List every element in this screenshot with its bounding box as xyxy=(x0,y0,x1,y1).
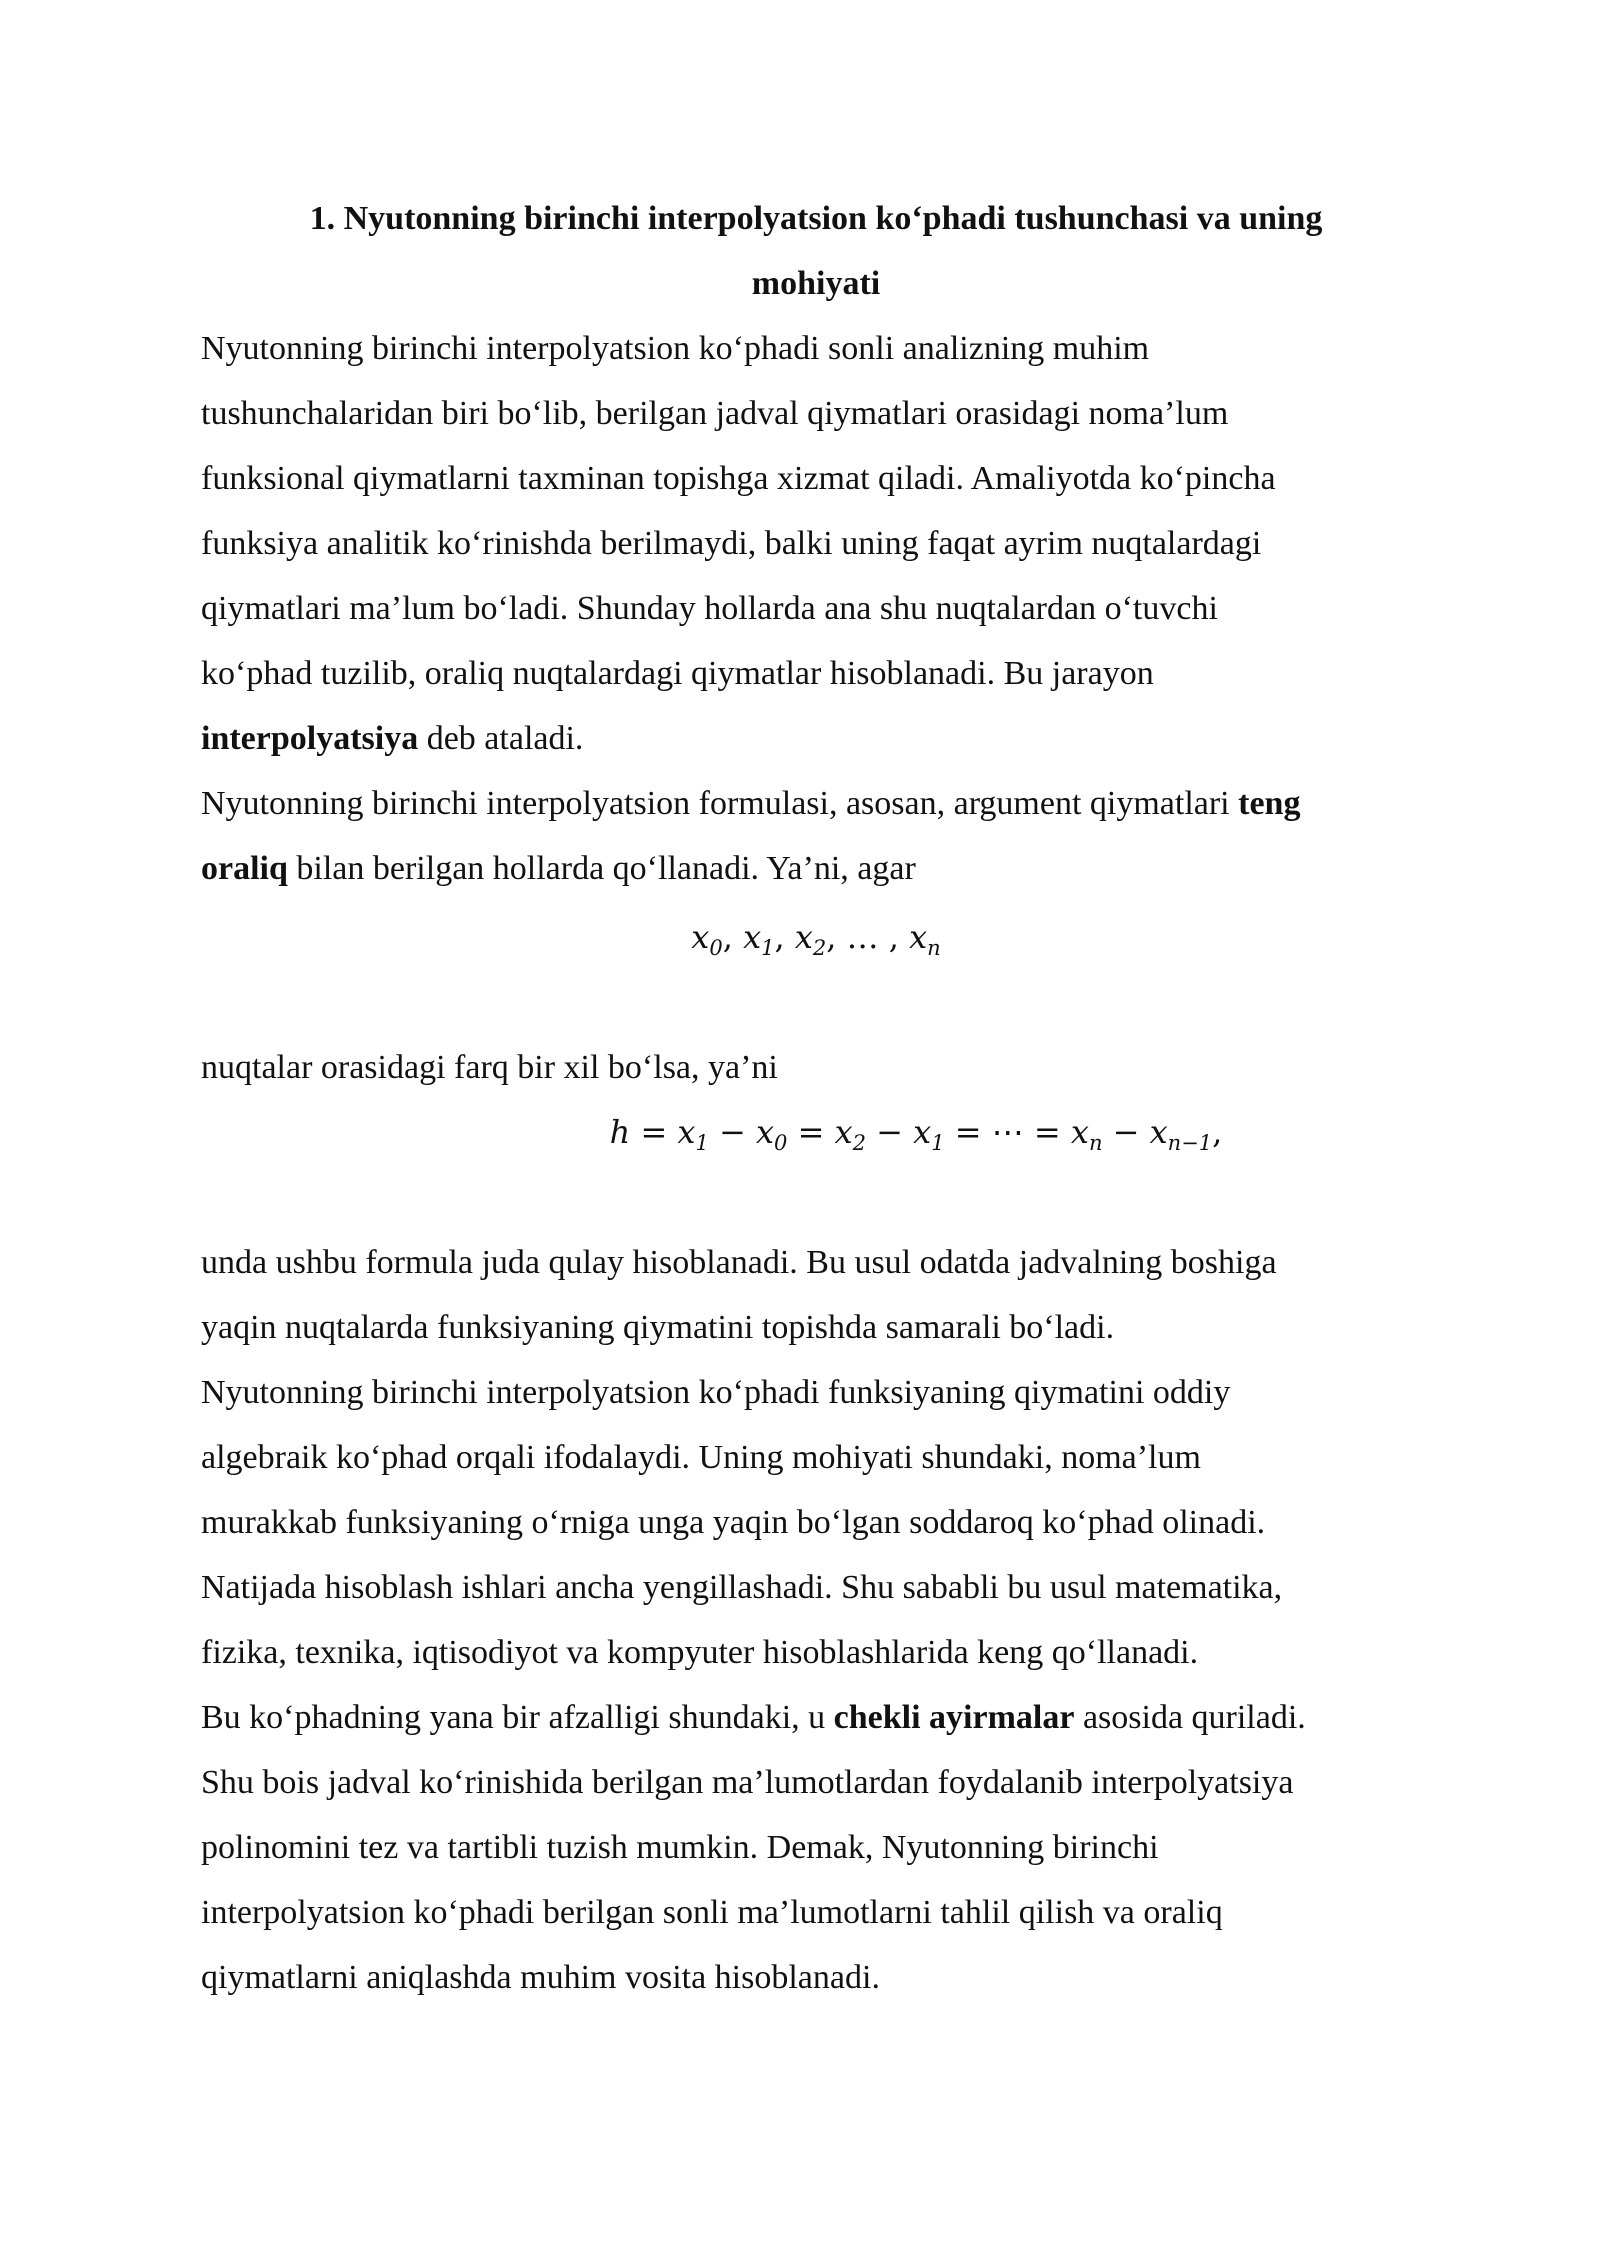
paragraph-line: qiymatlari ma’lum bo‘ladi. Shunday hollarda ana shu nuqtalardan o‘tuvchi xyxy=(201,590,1218,627)
formula-var: x xyxy=(794,918,813,956)
formula-var: x xyxy=(834,1113,853,1151)
section-heading xyxy=(201,186,1431,316)
paragraph-line: nuqtalar orasidagi farq bir xil bo‘lsa, ya’ni xyxy=(201,1049,778,1086)
paragraph-intro xyxy=(201,316,1431,771)
paragraph-line: yaqin nuqtalarda funksiyaning qiymatini topishda samarali bo‘ladi. xyxy=(201,1309,1115,1346)
spacer xyxy=(201,1165,1431,1230)
term-teng: teng xyxy=(1238,785,1301,822)
formula-sub: 2 xyxy=(852,1131,866,1155)
formula-var: x xyxy=(691,918,710,956)
term-chekli-ayirmalar: chekli ayirmalar xyxy=(833,1699,1075,1736)
spacer xyxy=(201,970,1431,1035)
formula-sub: n xyxy=(1088,1131,1103,1155)
paragraph-essence xyxy=(201,1360,1431,1685)
paragraph-line: Nyutonning birinchi interpolyatsion ko‘phadi sonli analizning muhim xyxy=(201,330,1150,367)
paragraph-equal-spacing xyxy=(201,771,1431,901)
formula-sub: n xyxy=(927,936,941,960)
paragraph-advantage xyxy=(201,1685,1431,2010)
paragraph-text: deb ataladi. xyxy=(418,720,584,757)
paragraph-text: bilan berilgan hollarda qo‘llanadi. Ya’ni, agar xyxy=(287,850,916,887)
paragraph-line: Nyutonning birinchi interpolyatsion ko‘phadi funksiyaning qiymatini oddiy xyxy=(201,1374,1231,1411)
paragraph-line: interpolyatsion ko‘phadi berilgan sonli ma’lumotlarni tahlil qilish va oraliq xyxy=(201,1894,1223,1931)
term-interpolyatsiya: interpolyatsiya xyxy=(201,720,419,757)
paragraph-line: unda ushbu formula juda qulay hisoblanadi. Bu usul odatda jadvalning boshiga xyxy=(201,1244,1277,1281)
formula-sub: n−1 xyxy=(1167,1131,1213,1155)
paragraph-text: Bu ko‘phadning yana bir afzalligi shundaki, u xyxy=(201,1699,834,1736)
paragraph-line: murakkab funksiyaning o‘rniga unga yaqin bo‘lgan soddaroq ko‘phad olinadi. xyxy=(201,1504,1266,1541)
document-page xyxy=(201,186,1431,2010)
formula-var: x xyxy=(913,1113,932,1151)
formula-var: x xyxy=(756,1113,775,1151)
paragraph-text: asosida quriladi. xyxy=(1074,1699,1306,1736)
formula-sub: 1 xyxy=(761,936,775,960)
paragraph-line xyxy=(201,771,1431,836)
paragraph-usage xyxy=(201,1230,1431,1360)
term-oraliq: oraliq xyxy=(201,850,288,887)
paragraph-line xyxy=(201,1685,1431,1750)
formula-var: x xyxy=(677,1113,696,1151)
formula-sub: 0 xyxy=(774,1131,788,1155)
formula-var: x xyxy=(1149,1113,1168,1151)
heading-line-1: 1. Nyutonning birinchi interpolyatsion ko‘phadi tushunchasi va uning xyxy=(309,200,1323,237)
formula-var: x xyxy=(743,918,762,956)
paragraph-line: ko‘phad tuzilib, oraliq nuqtalardagi qiymatlar hisoblanadi. Bu jarayon xyxy=(201,655,1154,692)
formula-sub: 2 xyxy=(812,936,827,960)
formula-var: x xyxy=(909,918,928,956)
formula-nodes: $x_0$, $x_1$, $x_2$, … , $x_n$ xyxy=(691,918,941,960)
paragraph-line: Natijada hisoblash ishlari ancha yengillashadi. Shu sababli bu usul matematika, xyxy=(201,1569,1283,1606)
paragraph-line: funksional qiymatlarni taxminan topishga xizmat qiladi. Amaliyotda ko‘pincha xyxy=(201,460,1276,497)
formula-sub: 1 xyxy=(695,1131,709,1155)
paragraph-line xyxy=(201,706,1431,771)
formula-var: h xyxy=(609,1113,631,1151)
paragraph-line xyxy=(201,836,1431,901)
formula-dots: ⋯ xyxy=(991,1113,1024,1151)
paragraph-text: Nyutonning birinchi interpolyatsion formulasi, asosan, argument qiymatlari xyxy=(201,785,1239,822)
paragraph-line: funksiya analitik ko‘rinishda berilmaydi, balki uning faqat ayrim nuqtalardagi xyxy=(201,525,1262,562)
formula-var: x xyxy=(1070,1113,1089,1151)
paragraph-difference xyxy=(201,1035,1431,1100)
paragraph-line: algebraik ko‘phad orqali ifodalaydi. Uning mohiyati shundaki, noma’lum xyxy=(201,1439,1201,1476)
formula-ellipsis: … xyxy=(846,918,879,956)
formula-sub: 0 xyxy=(709,936,723,960)
formula-step: $h = x_1 - x_0 = x_2 - x_1$ = ⋯ = $x_n - x_{n-1}$, xyxy=(609,1113,1223,1155)
formula-sub: 1 xyxy=(931,1131,945,1155)
paragraph-line: polinomini tez va tartibli tuzish mumkin. Demak, Nyutonning birinchi xyxy=(201,1829,1159,1866)
paragraph-line: Shu bois jadval ko‘rinishida berilgan ma’lumotlardan foydalanib interpolyatsiya xyxy=(201,1764,1294,1801)
paragraph-line: tushunchalaridan biri bo‘lib, berilgan jadval qiymatlari orasidagi noma’lum xyxy=(201,395,1229,432)
paragraph-line: qiymatlarni aniqlashda muhim vosita hisoblanadi. xyxy=(201,1959,880,1996)
paragraph-line: fizika, texnika, iqtisodiyot va kompyuter hisoblashlarida keng qo‘llanadi. xyxy=(201,1634,1199,1671)
heading-line-2: mohiyati xyxy=(751,265,881,302)
